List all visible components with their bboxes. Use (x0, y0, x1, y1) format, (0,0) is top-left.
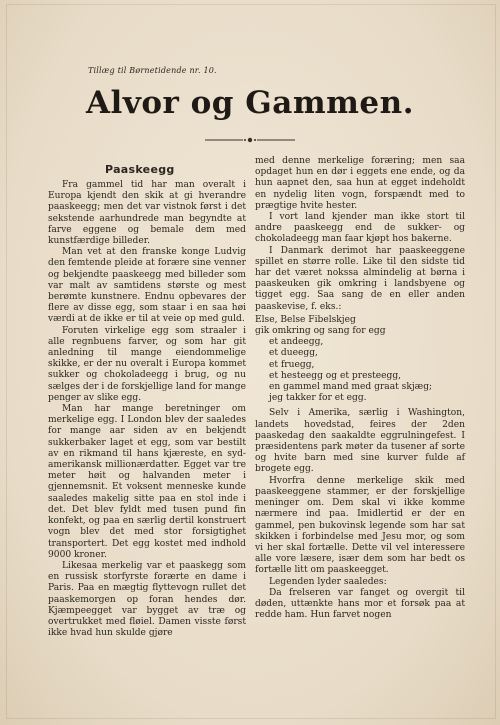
poem-line: gik omkring og sang for egg (255, 326, 386, 337)
paragraph: Da frelseren var fanget og overgit til døden, uttænkte hans mor et forsøk paa at redde ham. Hun farvet nogen (255, 587, 465, 621)
poem-line: jeg takker for et egg. (269, 393, 367, 404)
paragraph: I vort land kjender man ikke stort til andre paaskeegg end de sukker- og chokoladeegg man faar kjøpt hos bakerne. (255, 212, 465, 245)
poem-line: et fruegg, (269, 359, 315, 370)
paragraph: Hvorfra denne merkelige skik med paaskeeggene stammer, er der forskjellige meninger om. Dem skal vi ikke komme nærmere ind paa. Imidlertid er der en gammel, pen bukovinsk legende som har sat skikken i forbindelse med Jesu mor, og som vi her skal fortælle. Dette vil vel interessere alle vore læsere, især dem som har bedt os fortælle litt om paaskeegget. (255, 475, 465, 576)
poem-line: en gammel mand med graat skjæg; (269, 382, 433, 393)
supplement-line: Tillæg til Børnetidende nr. 10. (88, 66, 217, 75)
article-column-right (255, 156, 465, 621)
article-column-left (48, 180, 246, 639)
poem-line: et andeegg, (269, 337, 324, 348)
paragraph: Selv i Amerika, særlig i Washington, landets hovedstad, feires der 2den paaskedag den saakaldte eggrulningefest. I præsidentens park møter da tusener af sorte og hvite barn med sine kurver fulde af brogete egg. (255, 408, 465, 475)
easter-poem (255, 315, 465, 405)
paragraph: Legenden lyder saaledes: (269, 576, 387, 587)
paragraph: Man har mange beretninger om merkelige egg. I London blev der saaledes for mange aar siden av en bekjendt sukkerbaker laget et egg, som var bestilt av en rikmand til hans kjæreste, en syd-amerikansk millionærdatter. Egget var tre meter høit og halvanden meter i gjennemsnit. Et voksent menneske kunde saaledes makelig sitte paa en stol inde i det. Det blev fyldt med tusen pund fin konfekt, og paa en særlig dertil konstruert vogn blev det med stor forsigtighet transportert. Det egg kostet med indhold 9000 kroner. (48, 404, 246, 560)
poem-line: Else, Belse Fibelskjeg (255, 314, 356, 325)
poem-line: et dueegg, (269, 348, 318, 359)
paragraph: I Danmark derimot har paaskeeggene spillet en større rolle. Like til den sidste tid har det været nokssa almindelig at børna i paaskeuken gik omkring i landsbyene og tigget egg. Saa sang de en eller anden paaskevise, f. eks.: (255, 245, 465, 312)
paragraph: med denne merkelige foræring; men saa opdaget hun en dør i eggets ene ende, og da hun aapnet den, saa hun at egget indeholdt en nydelig liten vogn, forspændt med to prægtige hvite hester. (255, 156, 465, 211)
ornament-divider-icon (205, 136, 295, 144)
paragraph: Likesaa merkelig var et paaskegg som en russisk storfyrste forærte en dame i Paris. Paa en mægtig flyttevogn rullet det paaskemorgen op foran hendes dør. Kjæmpeegget var bygget av træ og overtrukket med fløiel. Damen visste først ikke hvad hun skulde gjøre (48, 560, 246, 639)
poem-line: et hesteegg og et presteegg, (269, 370, 402, 381)
masthead-title: Alvor og Gammen. (85, 85, 414, 121)
paragraph: Man vet at den franske konge Ludvig den femtende pleide at forære sine venner og bekjendte paaskeegg med billeder som var malt av samtidens største og mest berømte kunstnere. Endnu opbevares der flere av disse egg, som staar i en saa høi værdi at de ikke er til at veie op med guld. (48, 247, 246, 325)
paragraph: Fra gammel tid har man overalt i Europa kjendt den skik at gi hverandre paaskeegg; men det var vistnok først i det sekstende aarhundrede man begyndte at farve eggene og bemale dem med kunstfærdige billeder. (48, 180, 246, 247)
article-title: Paaskeegg (105, 163, 175, 176)
paragraph: Foruten virkelige egg som straaler i alle regnbuens farver, og som har git anledning til mange eiendommelige skikke, er der nu overalt i Europa kommet sukker og chokoladeegg i brug, og nu sælges der i de forskjellige land for mange penger av slike egg. (48, 325, 246, 403)
